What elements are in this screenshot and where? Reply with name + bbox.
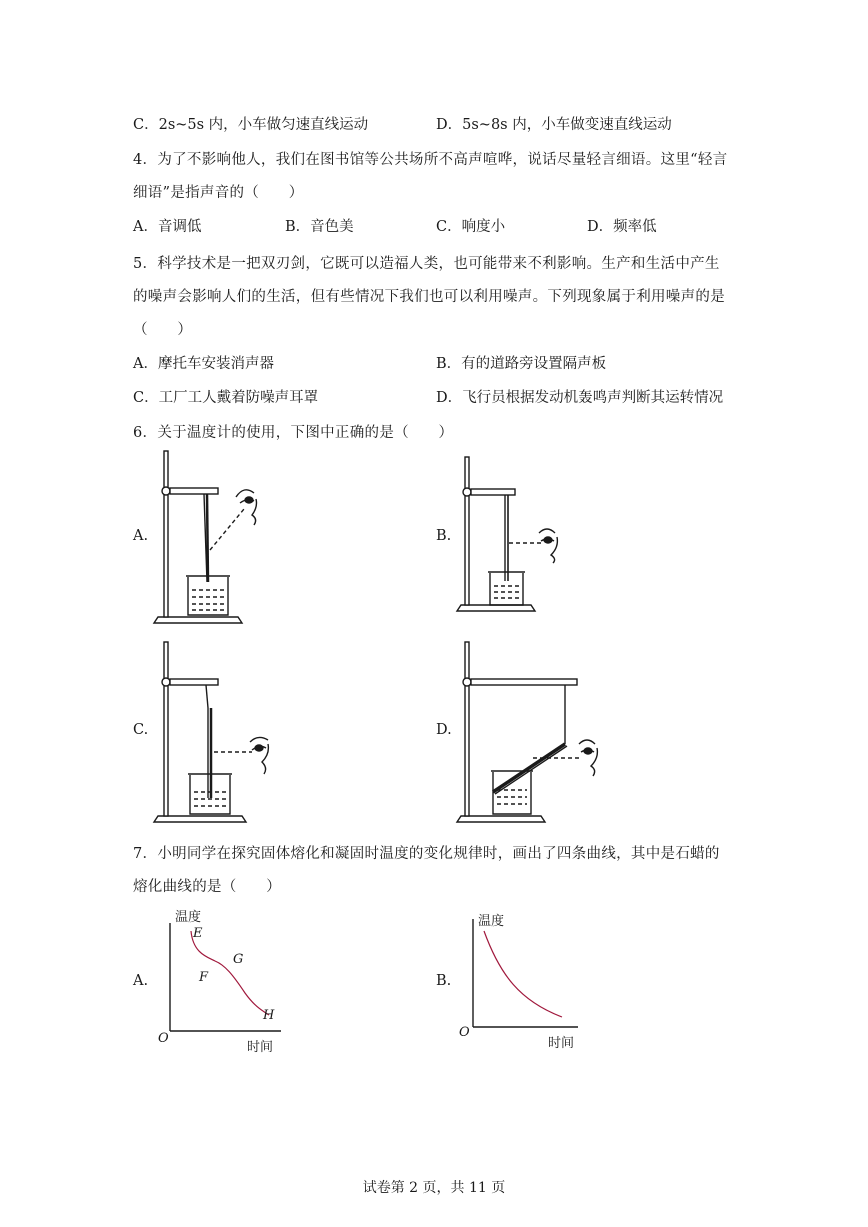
q6-label-a: A. [133,528,149,544]
q6-figure-b [453,453,583,618]
q5-option-c: C．工厂工人戴着防噪声耳罩 [133,390,319,406]
q6-figure-a [150,445,280,630]
graph-a-xlabel: 时间 [247,1040,274,1055]
q4-text-line1: 4．为了不影响他人，我们在图书馆等公共场所不高声喧哗，说话尽量轻言细语。这里“轻言 [133,152,728,168]
q4-option-a: A．音调低 [133,219,202,235]
graph-a-point-e: E [193,926,203,941]
q5-option-a: A．摩托车安装消声器 [133,356,274,372]
graph-a-point-h: H [263,1008,275,1023]
q6-label-c: C. [133,722,149,738]
q7-label-b: B. [436,973,452,989]
q7-label-a: A. [133,973,149,989]
q5-text-line3: （ ） [133,322,193,338]
q5-option-b: B．有的道路旁设置隔声板 [436,356,607,372]
q7-text-line2: 熔化曲线的是（ ） [133,879,281,895]
q7-graph-b [458,905,588,1055]
q4-option-d: D．频率低 [587,219,657,235]
page-footer: 试卷第 2 页，共 11 页 [362,1180,506,1196]
q5-text-line1: 5．科学技术是一把双刃剑，它既可以造福人类，也可能带来不利影响。生产和生活中产生 [133,256,720,272]
q4-option-c: C．响度小 [436,219,506,235]
q7-graph-a [155,905,295,1055]
q4-text-line2: 细语”是指声音的（ ） [133,185,304,201]
graph-a-point-f: F [199,970,209,985]
q6-label-d: D. [436,722,452,738]
graph-a-ylabel: 温度 [175,910,202,925]
graph-a-origin: O [158,1031,169,1046]
q5-text-line2: 的噪声会影响人们的生活，但有些情况下我们也可以利用噪声。下列现象属于利用噪声的是 [133,289,725,305]
graph-b-ylabel: 温度 [478,914,505,929]
q7-text-line1: 7．小明同学在探究固体熔化和凝固时温度的变化规律时，画出了四条曲线，其中是石蜡的 [133,846,720,862]
q6-text-line1: 6．关于温度计的使用，下图中正确的是（ ） [133,425,454,441]
graph-b-xlabel: 时间 [548,1036,575,1051]
q6-figure-d [453,640,603,830]
graph-a-point-g: G [233,952,244,967]
q4-option-b: B．音色美 [285,219,354,235]
q6-label-b: B. [436,528,452,544]
q6-figure-c [150,640,290,830]
q3-option-c: C．2s~5s 内，小车做匀速直线运动 [133,117,369,133]
q5-option-d: D．飞行员根据发动机轰鸣声判断其运转情况 [436,390,724,406]
graph-b-origin: O [459,1025,470,1040]
q3-option-d: D．5s~8s 内，小车做变速直线运动 [436,117,672,133]
